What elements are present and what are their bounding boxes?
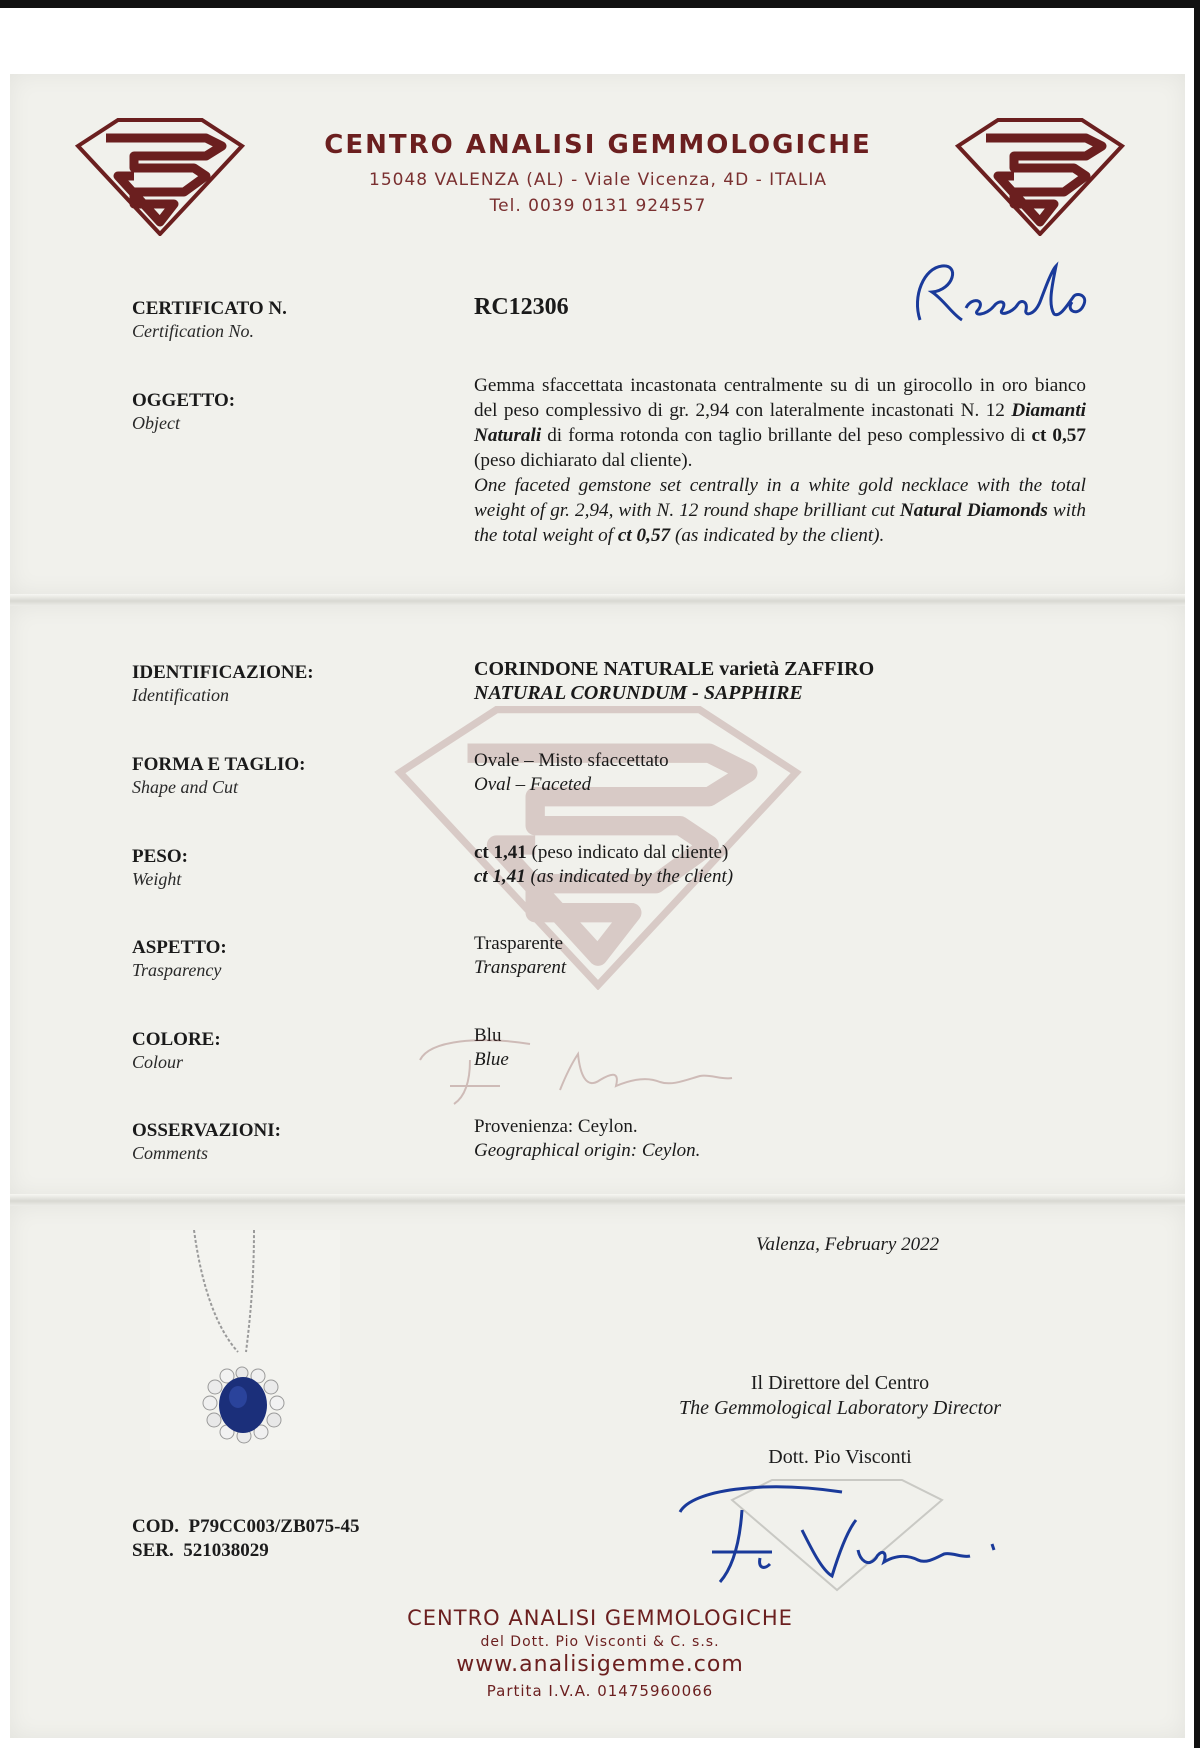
lab-logo-right xyxy=(954,116,1126,236)
colour-value: Blu xyxy=(474,1025,502,1046)
object-text-en: One faceted gemstone set centrally in a white gold necklace with the total weight of gr. 2,94, with N. 12 round shape brilliant cut Natural Diamonds with the total weight of ct 0,57 (as indicated by the client). xyxy=(474,475,1086,546)
shape-label: FORMA E TAGLIO: xyxy=(132,754,306,775)
scan-top-border xyxy=(0,0,1200,8)
transparency-label-en: Trasparency xyxy=(132,960,222,980)
shape-value: Ovale – Misto sfaccettato xyxy=(474,750,669,771)
certificate-number-label-en: Certification No. xyxy=(132,321,255,341)
footer-lab-name: CENTRO ANALISI GEMMOLOGICHE xyxy=(407,1606,793,1630)
footer-website[interactable]: www.analisigemme.com xyxy=(456,1652,744,1677)
recarlo-logo xyxy=(902,256,1102,336)
transparency-label: ASPETTO: xyxy=(132,937,227,958)
identification-label-en: Identification xyxy=(132,685,229,705)
weight-label: PESO: xyxy=(132,846,188,867)
footer-vat: Partita I.V.A. 01475960066 xyxy=(486,1682,714,1700)
lab-name: CENTRO ANALISI GEMMOLOGICHE xyxy=(324,130,872,160)
transparency-value: Trasparente xyxy=(474,933,563,954)
comments-label-en: Comments xyxy=(132,1143,208,1163)
weight-value-en: ct 1,41 (as indicated by the client) xyxy=(474,866,734,887)
transparency-value-en: Transparent xyxy=(474,957,567,978)
object-label-en: Object xyxy=(132,413,180,433)
lab-phone: Tel. 0039 0131 924557 xyxy=(489,196,707,216)
footer-subtitle: del Dott. Pio Visconti & C. s.s. xyxy=(480,1634,720,1650)
lab-address: 15048 VALENZA (AL) - Viale Vicenza, 4D - ITALIA xyxy=(369,170,827,190)
weight-value: ct 1,41 (peso indicato dal cliente) xyxy=(474,842,729,863)
identification-value: CORINDONE NATURALE varietà ZAFFIRO xyxy=(474,658,875,680)
weight-label-en: Weight xyxy=(132,869,182,889)
pendant-photo xyxy=(150,1230,340,1450)
object-text-it: Gemma sfaccettata incastonata centralmente su di un girocollo in oro bianco del peso complessivo di gr. 2,94 con lateralmente incastonati N. 12 Diamanti Naturali di forma rotonda con taglio brillante del peso complessivo di ct 0,57 (peso dichiarato dal cliente). xyxy=(474,375,1086,471)
scan-right-border xyxy=(1194,0,1200,1748)
product-code: COD. P79CC003/ZB075-45 xyxy=(132,1516,360,1537)
signature-watermark xyxy=(410,1030,770,1110)
colour-value-en: Blue xyxy=(474,1049,509,1070)
colour-label-en: Colour xyxy=(132,1052,184,1072)
serial-number: SER. 521038029 xyxy=(132,1540,269,1561)
identification-value-en: NATURAL CORUNDUM - SAPPHIRE xyxy=(474,682,803,704)
director-name: Dott. Pio Visconti xyxy=(768,1446,912,1468)
certificate-number: RC12306 xyxy=(474,294,569,320)
place-date: Valenza, February 2022 xyxy=(756,1234,940,1255)
director-signature xyxy=(672,1470,1022,1600)
comments-value-en: Geographical origin: Ceylon. xyxy=(474,1140,701,1161)
director-title-en: The Gemmological Laboratory Director xyxy=(678,1397,1001,1419)
comments-label: OSSERVAZIONI: xyxy=(132,1120,281,1141)
object-label: OGGETTO: xyxy=(132,390,236,411)
colour-label: COLORE: xyxy=(132,1029,221,1050)
certificate-number-label: CERTIFICATO N. xyxy=(132,298,287,319)
lab-logo-left xyxy=(74,116,246,236)
identification-label: IDENTIFICAZIONE: xyxy=(132,662,314,683)
object-description xyxy=(474,373,1086,548)
shape-label-en: Shape and Cut xyxy=(132,777,238,797)
shape-value-en: Oval – Faceted xyxy=(474,774,592,795)
director-title: Il Direttore del Centro xyxy=(750,1372,930,1394)
comments-value: Provenienza: Ceylon. xyxy=(474,1116,638,1137)
